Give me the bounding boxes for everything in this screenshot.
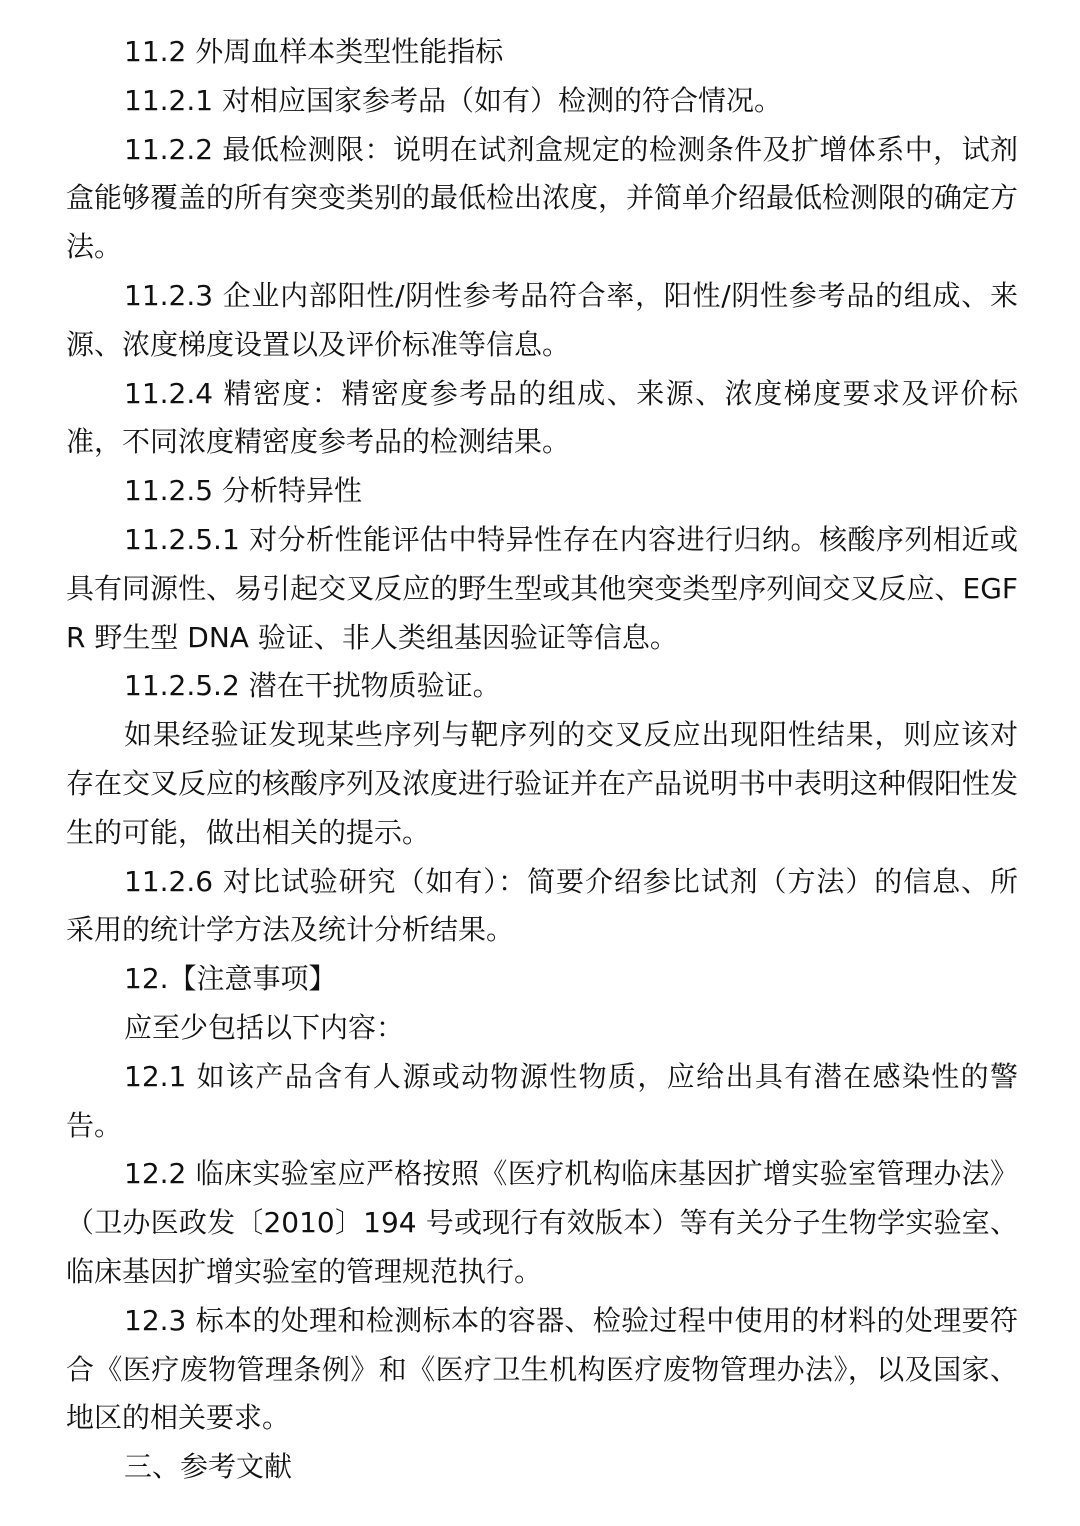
paragraph-11-2-6: 11.2.6 对比试验研究（如有）：简要介绍参比试剂（方法）的信息、所采用的统计学方法及统计分析结果。 [66, 864, 1018, 947]
paragraph-11-2-heading: 11.2 外周血样本类型性能指标 [124, 35, 504, 68]
paragraph-11-2-1: 11.2.1 对相应国家参考品（如有）检测的符合情况。 [124, 83, 782, 117]
section-heading-12: 12.【注意事项】 [124, 962, 337, 996]
paragraph-12-1: 12.1 如该产品含有人源或动物源性物质，应给出具有潜在感染性的警告。 [66, 1059, 1018, 1142]
paragraph-11-2-2: 11.2.2 最低检测限：说明在试剂盒规定的检测条件及扩增体系中，试剂盒能够覆盖的所有突变类别的最低检出浓度，并简单介绍最低检测限的确定方法。 [66, 132, 1019, 264]
paragraph-11-2-5-heading: 11.2.5 分析特异性 [124, 474, 362, 508]
paragraph-cross-reaction-note: 如果经验证发现某些序列与靶序列的交叉反应出现阳性结果，则应该对存在交叉反应的核酸序列及浓度进行验证并在产品说明书中表明这种假阳性发生的可能，做出相关的提示。 [66, 718, 1019, 849]
paragraph-11-2-5-1: 11.2.5.1 对分析性能评估中特异性存在内容进行归纳。核酸序列相近或具有同源性、易引起交叉反应的野生型或其他突变类型序列间交叉反应、EGFR 野生型 DNA 验证、非人类组基因验证等信息。 [66, 522, 1018, 654]
paragraph-11-2-3: 11.2.3 企业内部阳性/阴性参考品符合率，阳性/阴性参考品的组成、来源、浓度梯度设置以及评价标准等信息。 [66, 278, 1018, 361]
paragraph-11-2-5-2: 11.2.5.2 潜在干扰物质验证。 [124, 669, 501, 703]
paragraph-12-3: 12.3 标本的处理和检测标本的容器、检验过程中使用的材料的处理要符合《医疗废物管理条例》和《医疗卫生机构医疗废物管理办法》，以及国家、地区的相关要求。 [66, 1303, 1018, 1435]
paragraph-12-intro: 应至少包括以下内容： [124, 1010, 405, 1044]
paragraph-11-2-4: 11.2.4 精密度：精密度参考品的组成、来源、浓度梯度要求及评价标准，不同浓度精密度参考品的检测结果。 [66, 376, 1018, 459]
paragraph-12-2: 12.2 临床实验室应严格按照《医疗机构临床基因扩增实验室管理办法》（卫办医政发〔2010〕194 号或现行有效版本）等有关分子生物学实验室、临床基因扩增实验室的管理规范执行。 [66, 1157, 1018, 1288]
document-body [66, 28, 1018, 1492]
section-heading-references: 三、参考文献 [124, 1450, 293, 1484]
